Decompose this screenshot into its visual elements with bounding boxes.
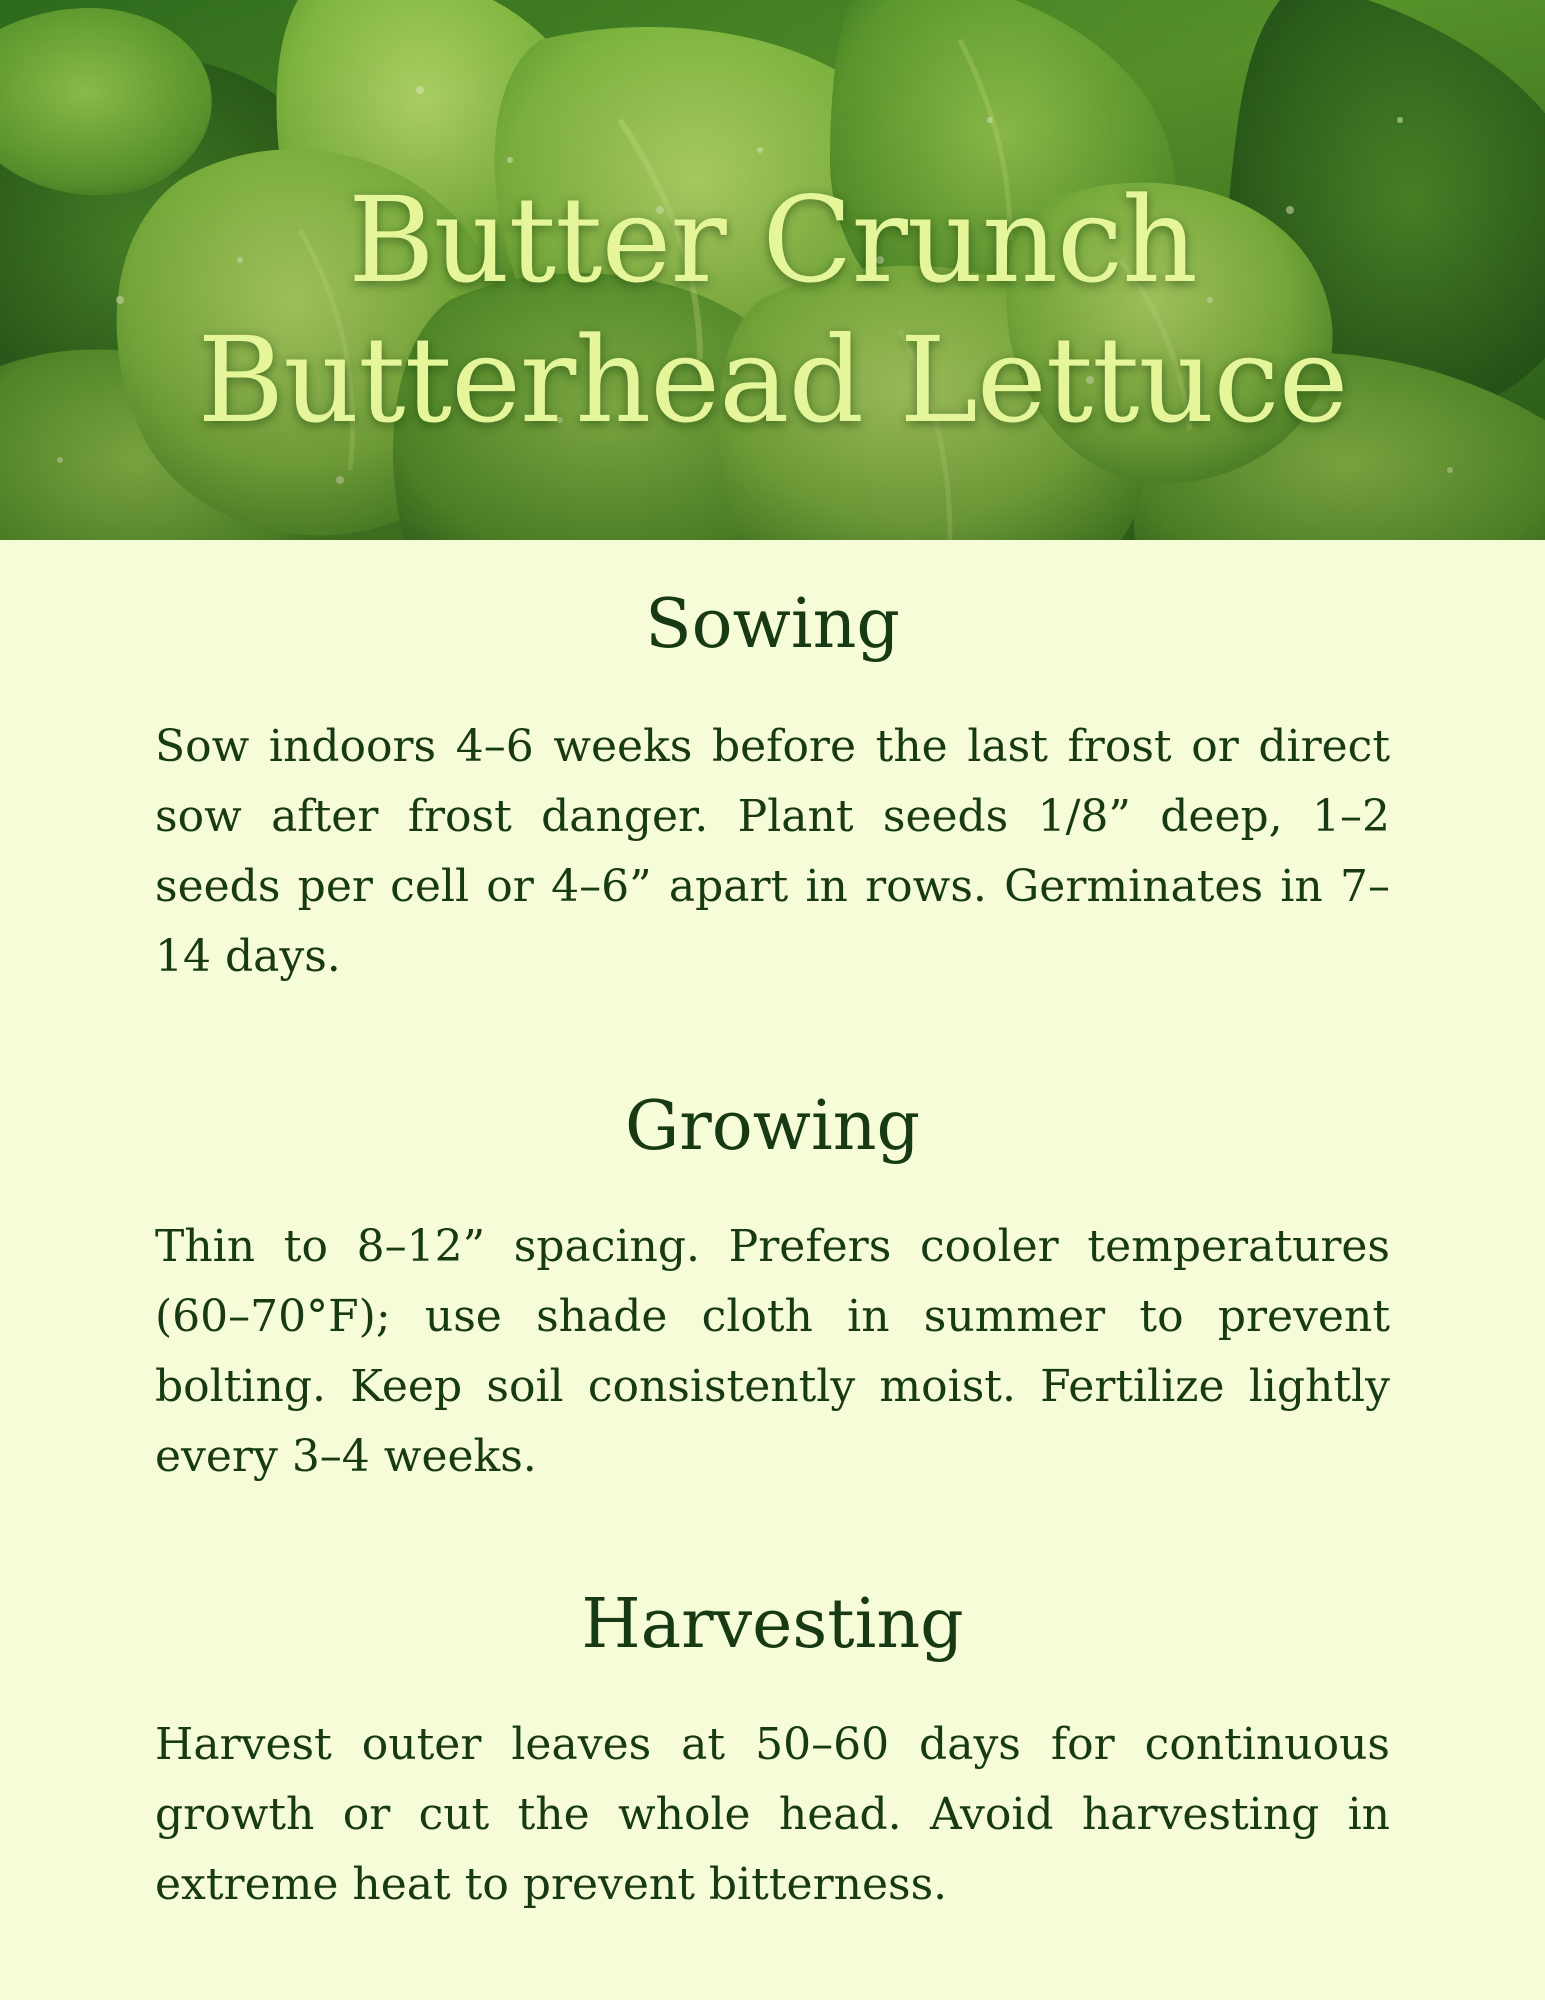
- title-line-2: Butterhead Lettuce: [197, 311, 1348, 449]
- content: [155, 540, 1390, 1920]
- hero-banner: [0, 0, 1545, 540]
- sowing-heading: Sowing: [645, 585, 900, 664]
- harvesting-text: Harvest outer leaves at 50–60 days for continuous growth or cut the whole head. Avoid harvesting in extreme heat to prevent bitterness.: [155, 1719, 1390, 1910]
- title-line-1: Butter Crunch: [347, 171, 1198, 309]
- growing-heading: Growing: [624, 1087, 921, 1166]
- sowing-text: Sow indoors 4–6 weeks before the last frost or direct sow after frost danger. Plant seeds 1/8” deep, 1–2 seeds per cell or 4–6” apart in rows. Germinates in 7–14 days.: [155, 721, 1390, 982]
- growing-text: Thin to 8–12” spacing. Prefers cooler temperatures (60–70°F); use shade cloth in summer to prevent bolting. Keep soil consistently moist. Fertilize lightly every 3–4 weeks.: [155, 1221, 1390, 1482]
- page-title: [0, 170, 1545, 450]
- harvesting-heading: Harvesting: [581, 1585, 964, 1664]
